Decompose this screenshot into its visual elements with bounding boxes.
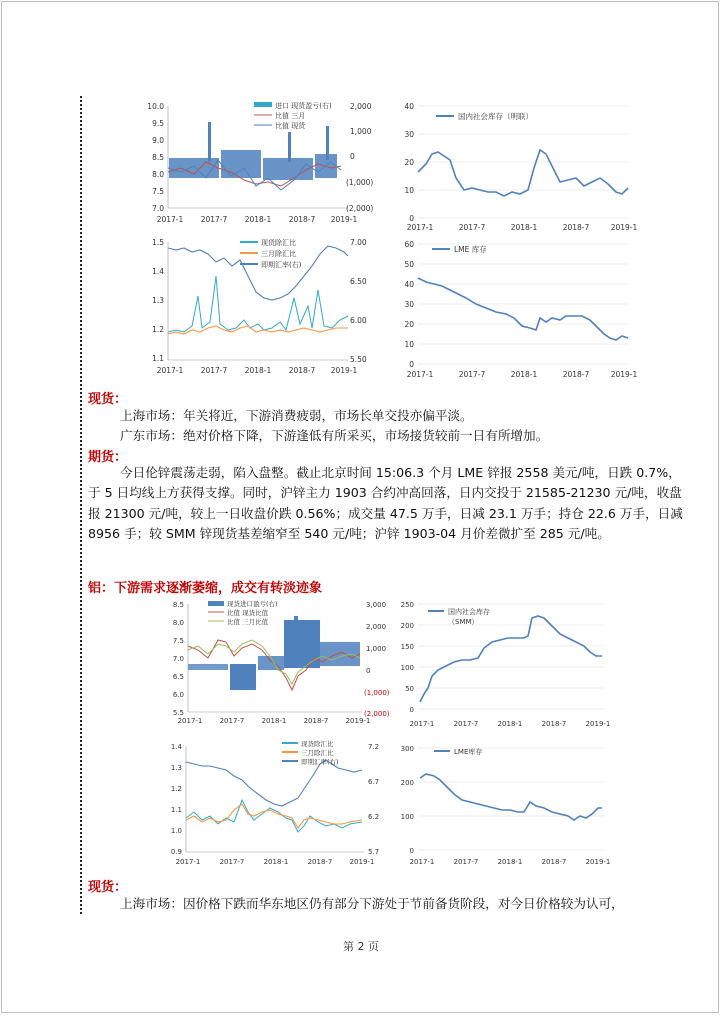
- x-tick: 2017-1: [156, 366, 184, 375]
- x-tick: 2018-1: [244, 366, 272, 375]
- x-tick: 2017-7: [219, 858, 245, 866]
- legend-entry: 三月除汇比: [301, 749, 334, 757]
- y-tick: 1.1: [170, 806, 182, 814]
- y-tick: 1.4: [170, 743, 182, 751]
- y2-tick: 2,000: [366, 623, 387, 631]
- zinc-futures-text: [88, 463, 692, 544]
- x-tick: 2019-1: [585, 858, 611, 866]
- zinc-spot-shanghai: 上海市场：年关将近，下游消费疲弱，市场长单交投亦偏平淡。: [120, 408, 473, 423]
- zinc-spot-guangdong: 广东市场：绝对价格下降，下游逢低有所采买，市场接货较前一日有所增加。: [120, 428, 549, 444]
- y-tick: 40: [404, 280, 414, 289]
- x-tick: 2019-1: [330, 366, 358, 375]
- x-tick: 2018-1: [497, 720, 523, 728]
- zinc-lme-stock-chart: [396, 238, 640, 380]
- y-tick: 6.0: [172, 691, 184, 699]
- y-tick: 50: [405, 685, 414, 693]
- y-tick: 200: [400, 622, 414, 630]
- legend-entry: 即期汇率(右): [261, 261, 302, 269]
- y2-tick: (2,000): [364, 710, 390, 718]
- x-tick: 2018-7: [541, 720, 567, 728]
- y-tick: 1.5: [152, 238, 164, 247]
- legend-entry: 现货除汇比: [301, 740, 334, 748]
- legend-entry: 国内社会库存: [448, 608, 490, 616]
- legend-entry: 比值 三月: [275, 112, 306, 120]
- legend-entry: 国内社会库存（明联）: [458, 112, 533, 121]
- y2-tick: 3,000: [366, 601, 387, 609]
- x-tick: 2018-1: [263, 858, 289, 866]
- legend-entry: 即期汇率(右): [301, 758, 339, 766]
- x-tick: 2019-1: [610, 370, 638, 379]
- x-tick: 2017-7: [453, 858, 479, 866]
- y-tick: 9.0: [152, 136, 164, 145]
- al-spot-heading: 现货：: [88, 880, 128, 895]
- y-tick: 20: [404, 320, 414, 329]
- x-tick: 2017-1: [409, 858, 435, 866]
- y2-tick: 6.00: [350, 316, 367, 325]
- y-tick: 7.0: [152, 204, 164, 213]
- y-tick: 8.5: [172, 601, 184, 609]
- legend-entry: 比值 现货: [275, 122, 306, 130]
- y2-tick: 1,000: [366, 645, 387, 653]
- y-tick: 100: [400, 813, 414, 821]
- x-tick: 2018-1: [261, 717, 287, 725]
- al-fx-chart: [160, 740, 390, 868]
- y-tick: 1.1: [152, 354, 164, 363]
- y-tick: 20: [404, 158, 414, 167]
- y-tick: 30: [404, 300, 414, 309]
- zinc-domestic-stock-chart: [396, 98, 640, 232]
- y-tick: 0: [409, 847, 414, 855]
- y-tick: 7.5: [152, 187, 164, 196]
- zinc-ratio-chart: [136, 98, 374, 226]
- y-tick: 40: [404, 102, 414, 111]
- x-tick: 2017-7: [453, 720, 479, 728]
- margin-rule: [80, 96, 82, 914]
- y-tick: 100: [400, 664, 414, 672]
- legend-entry: 进口 现货盈亏(右): [275, 102, 332, 110]
- y2-tick: 7.2: [368, 743, 380, 751]
- al-lme-stock-chart: [394, 742, 624, 870]
- y2-tick: 1,000: [350, 127, 372, 136]
- al-spot-shanghai: 上海市场：因价格下跌而华东地区仍有部分下游处于节前备货阶段，对今日价格较为认可，: [120, 896, 624, 911]
- al-spot-text: [88, 894, 692, 914]
- legend-entry: 比值 三月比值: [227, 618, 269, 626]
- y-tick: 300: [400, 745, 414, 753]
- y2-tick: 5.50: [350, 355, 367, 364]
- x-tick: 2017-7: [200, 366, 228, 375]
- y2-tick: 6.50: [350, 277, 367, 286]
- y2-tick: (1,000): [346, 178, 374, 187]
- zinc-futures-paragraph: 今日伦锌震荡走弱，陷入盘整。截止北京时间 15:06.3 个月 LME 锌报 2558 美元/吨，日跌 0.7%，于 5 日均线上方获得支撑。同时，沪锌主力 1903 合约冲高回落，日内交投于 21585-21230 元/吨，收盘报 21300 元/吨，较上一日收盘价跌 0.56%；成交量 47.5 万手，日减 23.1 万手；持仓 22.6 万手，日减 8956 手；较 SMM 锌现货基差缩窄至 540 元/吨；沪锌 1903-04 月价差微扩至 285 元/吨。: [88, 465, 683, 541]
- legend-entry: 比值 现货比值: [227, 609, 269, 617]
- y-tick: 200: [400, 779, 414, 787]
- y-tick: 1.3: [170, 764, 182, 772]
- x-tick: 2018-1: [497, 858, 523, 866]
- zinc-spot-heading: 现货：: [88, 392, 128, 407]
- y-tick: 8.0: [152, 170, 164, 179]
- x-tick: 2019-1: [349, 858, 375, 866]
- y-tick: 10: [404, 186, 414, 195]
- x-tick: 2018-7: [307, 858, 333, 866]
- y-tick: 7.0: [172, 655, 184, 663]
- y2-tick: 7.00: [350, 238, 367, 247]
- aluminum-section-title: 铝：下游需求逐渐萎缩，成交有转淡迹象: [88, 581, 323, 596]
- y-tick: 0: [409, 706, 414, 714]
- y-tick: 8.0: [172, 619, 184, 627]
- zinc-spot-text: [88, 406, 692, 447]
- x-tick: 2017-1: [409, 720, 435, 728]
- y-tick: 150: [400, 643, 414, 651]
- y2-tick: 2,000: [350, 102, 372, 111]
- legend-entry: 现货进口盈亏(右): [227, 600, 278, 608]
- x-tick: 2018-7: [562, 223, 590, 232]
- y-tick: 5.5: [172, 709, 184, 717]
- y2-tick: (1,000): [364, 689, 390, 697]
- x-tick: 2017-7: [458, 223, 486, 232]
- y-tick: 30: [404, 130, 414, 139]
- y2-tick: 6.2: [368, 813, 380, 821]
- x-tick: 2019-1: [345, 717, 371, 725]
- x-tick: 2019-1: [610, 223, 638, 232]
- import-profit-bars: [169, 122, 337, 180]
- y-tick: 1.4: [152, 267, 164, 276]
- page-number: 第 2 页: [343, 940, 379, 953]
- y-tick: 250: [400, 601, 414, 609]
- zinc-fx-chart: [136, 236, 366, 376]
- x-tick: 2017-7: [458, 370, 486, 379]
- y-tick: 0.9: [170, 848, 182, 856]
- x-tick: 2018-1: [510, 370, 538, 379]
- y-tick: 7.5: [172, 637, 184, 645]
- zinc-futures-heading: 期货：: [88, 450, 128, 465]
- legend-entry: LME库存: [454, 748, 483, 756]
- x-tick: 2017-1: [406, 223, 434, 232]
- y-tick: 6.5: [172, 673, 184, 681]
- y-tick: 50: [404, 260, 414, 269]
- x-tick: 2019-1: [585, 720, 611, 728]
- y-tick: 8.5: [152, 153, 164, 162]
- x-tick: 2019-1: [330, 215, 358, 224]
- y-tick: 10.0: [147, 102, 164, 111]
- y2-tick: 0: [350, 152, 355, 161]
- x-tick: 2017-1: [406, 370, 434, 379]
- y2-tick: (2,000): [346, 204, 374, 213]
- x-tick: 2017-7: [219, 717, 245, 725]
- y-tick: 10: [404, 340, 414, 349]
- y-tick: 60: [404, 240, 414, 249]
- import-profit-bars: [188, 616, 360, 690]
- x-tick: 2018-1: [244, 215, 272, 224]
- al-ratio-chart: [160, 598, 390, 726]
- x-tick: 2018-7: [288, 366, 316, 375]
- x-tick: 2018-7: [288, 215, 316, 224]
- x-tick: 2017-7: [200, 215, 228, 224]
- y-tick: 1.2: [170, 785, 182, 793]
- x-tick: 2017-1: [156, 215, 184, 224]
- y-tick: 1.2: [152, 325, 164, 334]
- x-tick: 2018-1: [510, 223, 538, 232]
- y-tick: 1.0: [170, 827, 182, 835]
- x-tick: 2018-7: [562, 370, 590, 379]
- legend-entry: 现货除汇比: [261, 239, 296, 247]
- y-tick: 0: [409, 214, 414, 223]
- y2-tick: 5.7: [368, 848, 380, 856]
- y2-tick: 6.7: [368, 778, 380, 786]
- y-tick: 1.3: [152, 296, 164, 305]
- legend-entry: 三月除汇比: [261, 250, 296, 258]
- legend-entry: （SMM）: [448, 618, 479, 626]
- y2-tick: 0: [366, 667, 371, 675]
- x-tick: 2017-1: [177, 717, 203, 725]
- y-tick: 0: [409, 360, 414, 369]
- x-tick: 2018-7: [541, 858, 567, 866]
- y-tick: 9.5: [152, 119, 164, 128]
- al-domestic-stock-chart: [394, 598, 624, 732]
- x-tick: 2018-7: [303, 717, 329, 725]
- legend-entry: LME 库存: [454, 245, 487, 254]
- x-tick: 2017-1: [175, 858, 201, 866]
